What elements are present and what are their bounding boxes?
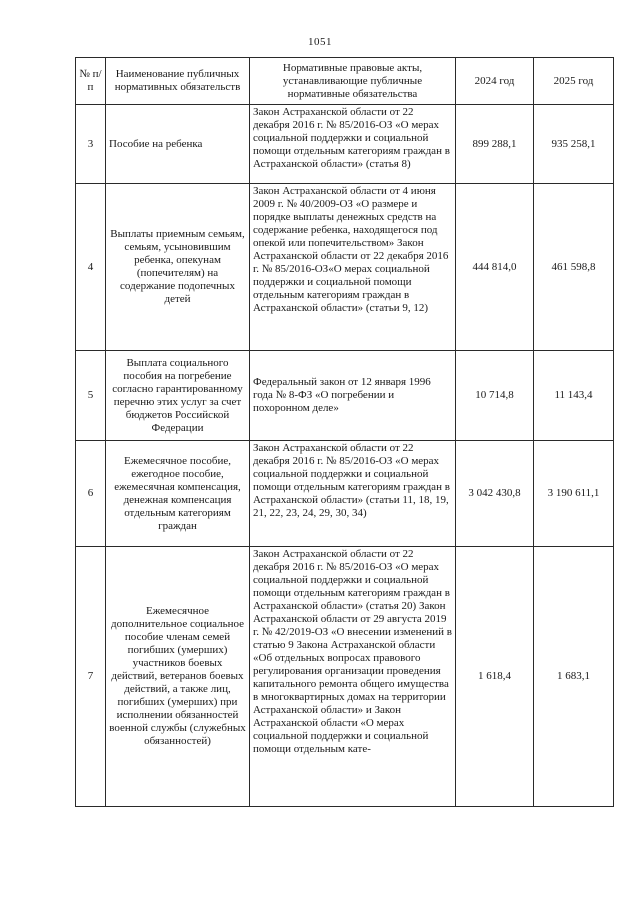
row-value-2024: 3 042 430,8	[456, 441, 534, 547]
row-value-2024: 10 714,8	[456, 351, 534, 441]
row-num: 5	[76, 351, 106, 441]
row-value-2024: 899 288,1	[456, 105, 534, 184]
header-num: № п/п	[76, 58, 106, 105]
row-value-2024: 444 814,0	[456, 184, 534, 351]
row-acts: Федеральный закон от 12 января 1996 года № 8-ФЗ «О погребении и похоронном деле»	[250, 351, 456, 441]
table-row	[76, 105, 614, 184]
row-num: 7	[76, 547, 106, 807]
row-value-2024: 1 618,4	[456, 547, 534, 807]
row-acts: Закон Астраханской области от 22 декабря 2016 г. № 85/2016-ОЗ «О мерах социальной поддержки и социальной помощи отдельным категориям граждан в Астраханской области» (статьи 11, 18, 19, 21, 22, 23, 24, 29, 30, 34)	[250, 441, 456, 547]
table-row	[76, 547, 614, 807]
row-value-2025: 11 143,4	[534, 351, 614, 441]
row-name: Ежемесячное пособие, ежегодное пособие, ежемесячная компенсация, денежная компенсация отдельным категориям граждан	[106, 441, 250, 547]
header-acts: Нормативные правовые акты, устанавливающие публичные нормативные обязательства	[250, 58, 456, 105]
row-value-2025: 1 683,1	[534, 547, 614, 807]
row-num: 4	[76, 184, 106, 351]
row-value-2025: 461 598,8	[534, 184, 614, 351]
obligations-table	[75, 57, 614, 807]
row-acts: Закон Астраханской области от 4 июня 2009 г. № 40/2009-ОЗ «О размере и порядке выплаты денежных средств на содержание ребенка, находящегося под опекой или попечительством» Закон Астраханской области от 22 декабря 2016 г. № 85/2016-ОЗ«О мерах социальной поддержки и социальной помощи отдельным категориям граждан в Астраханской области» (статьи 9, 12)	[250, 184, 456, 351]
row-num: 3	[76, 105, 106, 184]
row-acts: Закон Астраханской области от 22 декабря 2016 г. № 85/2016-ОЗ «О мерах социальной поддержки и социальной помощи отдельным категориям граждан в Астраханской области» (статья 20) Закон Астраханской области от 29 августа 2019 г. № 42/2019-ОЗ «О внесении изменений в статью 9 Закона Астраханской области «Об отдельных вопросах правового регулирования организации проведения капитального ремонта общего имущества в многоквартирных домах на территории Астраханской области» и Закон Астраханской области «О мерах социальной поддержки и социальной помощи отдельным кате-	[250, 547, 456, 807]
header-2024: 2024 год	[456, 58, 534, 105]
row-acts: Закон Астраханской области от 22 декабря 2016 г. № 85/2016-ОЗ «О мерах социальной поддержки и социальной помощи отдельным категориям граждан в Астраханской области» (статья 8)	[250, 105, 456, 184]
table-header-row	[76, 58, 614, 105]
row-name: Выплата социального пособия на погребение согласно гарантированному перечню этих услуг за счет бюджетов Российской Федерации	[106, 351, 250, 441]
table-row	[76, 441, 614, 547]
row-num: 6	[76, 441, 106, 547]
header-name: Наименование публичных нормативных обязательств	[106, 58, 250, 105]
row-name: Ежемесячное дополнительное социальное пособие членам семей погибших (умерших) участников боевых действий, ветеранов боевых действий, а также лиц, погибших (умерших) при исполнении обязанностей военной службы (служебных обязанностей)	[106, 547, 250, 807]
row-name: Пособие на ребенка	[106, 105, 250, 184]
table-row	[76, 184, 614, 351]
page-number: 1051	[308, 36, 332, 48]
row-value-2025: 935 258,1	[534, 105, 614, 184]
row-name: Выплаты приемным семьям, семьям, усыновившим ребенка, опекунам (попечителям) на содержание подопечных детей	[106, 184, 250, 351]
row-value-2025: 3 190 611,1	[534, 441, 614, 547]
table-row	[76, 351, 614, 441]
header-2025: 2025 год	[534, 58, 614, 105]
